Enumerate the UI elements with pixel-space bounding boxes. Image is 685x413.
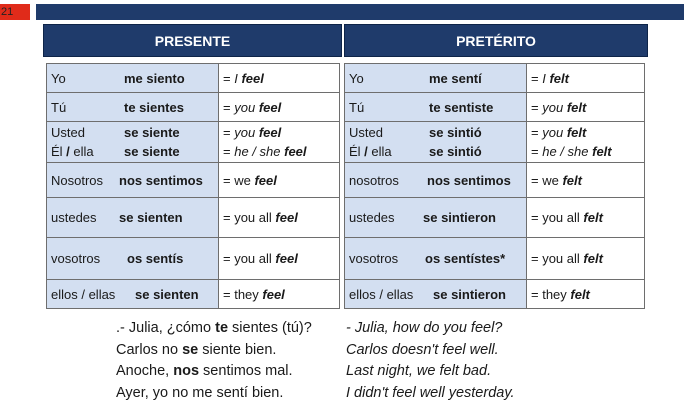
pronoun: Él / ella [349, 144, 392, 159]
slide-number-badge: 21 [0, 4, 30, 20]
example-row [116, 318, 515, 340]
meaning: = you all feel [219, 238, 340, 280]
table-row [47, 64, 340, 93]
table-row [47, 93, 340, 122]
table-row [345, 93, 645, 122]
verb-form: os sentístes* [425, 251, 506, 266]
spanish-sentence: Ayer, yo no me sentí bien. [116, 384, 284, 401]
meaning: = you all feel [219, 198, 340, 238]
verb-form: se sienten [119, 210, 183, 225]
verb-form: se siente [124, 125, 180, 140]
pronoun: nosotros [349, 172, 399, 188]
preterite-table [344, 63, 645, 309]
table-row [47, 238, 340, 280]
pronoun: vosotros [349, 251, 399, 266]
meaning: = we felt [527, 163, 645, 198]
verb-form: se sintieron [433, 286, 506, 302]
pronoun: ellos / ellas [349, 286, 414, 302]
verb-form: te sentiste [429, 99, 494, 115]
english-translation: - Julia, how do you feel? [346, 320, 503, 336]
table-row [47, 122, 340, 163]
table-row [345, 64, 645, 93]
preterite-header: PRETÉRITO [344, 24, 648, 57]
meaning: = you all felt [527, 198, 645, 238]
table-row [47, 280, 340, 309]
example-row [116, 340, 515, 362]
meaning: = we feel [219, 163, 340, 198]
pronoun: Nosotros [51, 172, 104, 188]
table-row [345, 163, 645, 198]
spanish-sentence: Anoche, nos sentimos mal. [116, 363, 293, 379]
verb-form: me sentí [429, 70, 482, 86]
pronoun: ellos / ellas [51, 286, 116, 302]
verb-form: se sintió [429, 144, 482, 159]
example-sentences [116, 318, 515, 404]
table-row [345, 122, 645, 163]
pronoun: Él / ella [51, 144, 94, 159]
pronoun: Usted [51, 125, 85, 140]
verb-form: se sintió [429, 125, 482, 140]
meaning: = they feel [219, 280, 340, 309]
english-translation: Carlos doesn't feel well. [346, 341, 499, 358]
table-row [345, 198, 645, 238]
spanish-sentence: Carlos no se siente bien. [116, 341, 277, 358]
pronoun: vosotros [51, 251, 101, 266]
table-row [47, 198, 340, 238]
meaning: = you feel [219, 93, 340, 122]
meaning: = they felt [527, 280, 645, 309]
verb-form: me siento [124, 70, 185, 86]
meaning: = you felt = he / she felt [527, 122, 645, 163]
example-row [116, 383, 515, 405]
verb-form: nos sentimos [119, 172, 203, 188]
present-table [46, 63, 340, 309]
present-header: PRESENTE [43, 24, 342, 57]
verb-form: os sentís [127, 251, 184, 266]
title-bar [36, 4, 684, 20]
meaning: = you feel = he / she feel [219, 122, 340, 163]
pronoun: ustedes [51, 210, 97, 225]
verb-form: se sintieron [423, 210, 496, 225]
meaning: = you all felt [527, 238, 645, 280]
english-translation: Last night, we felt bad. [346, 363, 492, 379]
meaning: = I felt [527, 64, 645, 93]
pronoun: Yo [51, 70, 66, 86]
meaning: = I feel [219, 64, 340, 93]
pronoun: Tú [349, 99, 365, 115]
meaning: = you felt [527, 93, 645, 122]
table-row [47, 163, 340, 198]
pronoun: Tú [51, 99, 67, 115]
verb-form: nos sentimos [427, 172, 511, 188]
verb-form: se siente [124, 144, 180, 159]
verb-form: te sientes [124, 99, 184, 115]
pronoun: Yo [349, 70, 364, 86]
table-row [345, 238, 645, 280]
english-translation: I didn't feel well yesterday. [346, 384, 515, 401]
spanish-sentence: .- Julia, ¿cómo te sientes (tú)? [116, 320, 312, 336]
verb-form: se sienten [135, 286, 199, 302]
pronoun: Usted [349, 125, 383, 140]
example-row [116, 361, 515, 383]
pronoun: ustedes [349, 210, 395, 225]
table-row [345, 280, 645, 309]
